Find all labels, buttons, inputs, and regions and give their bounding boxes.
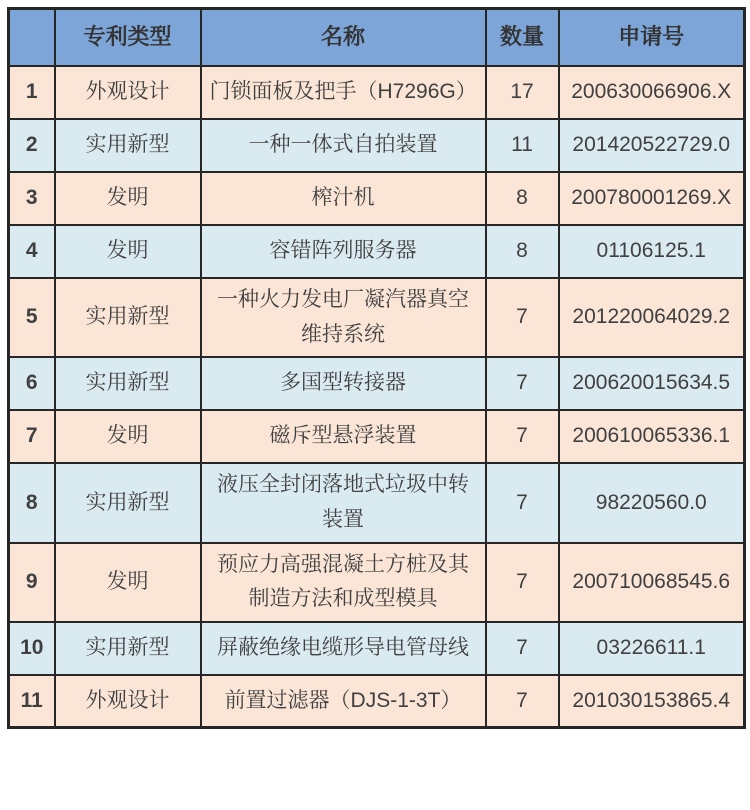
row-number-cell: 2 [9,119,55,172]
application-number-cell: 200630066906.X [559,66,745,119]
quantity-cell: 7 [486,675,559,728]
quantity-cell: 7 [486,622,559,675]
table-row [9,119,745,172]
patent-type-cell: 实用新型 [55,622,201,675]
table-row [9,278,745,357]
patent-type-cell: 外观设计 [55,66,201,119]
row-number-cell: 5 [9,278,55,357]
patent-type-cell: 发明 [55,543,201,622]
quantity-cell: 7 [486,463,559,542]
application-number-cell: 200610065336.1 [559,410,745,463]
quantity-cell: 8 [486,225,559,278]
application-number-cell: 98220560.0 [559,463,745,542]
patent-type-cell: 发明 [55,410,201,463]
row-number-cell: 7 [9,410,55,463]
table-row [9,675,745,728]
application-number-cell: 200620015634.5 [559,357,745,410]
application-number-cell: 201220064029.2 [559,278,745,357]
patent-type-cell: 外观设计 [55,675,201,728]
quantity-cell: 7 [486,357,559,410]
header-name: 名称 [201,9,486,67]
patent-name-cell: 多国型转接器 [201,357,486,410]
table-body [9,66,745,728]
application-number-cell: 200780001269.X [559,172,745,225]
patent-type-cell: 实用新型 [55,463,201,542]
table-row [9,225,745,278]
table-header [9,9,745,67]
patent-name-cell: 液压全封闭落地式垃圾中转装置 [201,463,486,542]
row-number-cell: 3 [9,172,55,225]
patent-name-cell: 前置过滤器（DJS-1-3T） [201,675,486,728]
patent-table [7,7,746,729]
header-application-number: 申请号 [559,9,745,67]
table-row [9,543,745,622]
row-number-cell: 1 [9,66,55,119]
quantity-cell: 8 [486,172,559,225]
patent-name-cell: 容错阵列服务器 [201,225,486,278]
quantity-cell: 17 [486,66,559,119]
patent-name-cell: 预应力高强混凝土方桩及其制造方法和成型模具 [201,543,486,622]
header-patent-type: 专利类型 [55,9,201,67]
quantity-cell: 7 [486,410,559,463]
application-number-cell: 201420522729.0 [559,119,745,172]
patent-name-cell: 一种火力发电厂凝汽器真空维持系统 [201,278,486,357]
table-row [9,66,745,119]
patent-name-cell: 门锁面板及把手（H7296G） [201,66,486,119]
patent-name-cell: 屏蔽绝缘电缆形导电管母线 [201,622,486,675]
row-number-cell: 4 [9,225,55,278]
quantity-cell: 11 [486,119,559,172]
table-row [9,463,745,542]
table-row [9,622,745,675]
patent-name-cell: 磁斥型悬浮装置 [201,410,486,463]
patent-type-cell: 实用新型 [55,357,201,410]
patent-type-cell: 发明 [55,225,201,278]
patent-type-cell: 实用新型 [55,278,201,357]
patent-type-cell: 实用新型 [55,119,201,172]
table-row [9,172,745,225]
row-number-cell: 11 [9,675,55,728]
header-quantity: 数量 [486,9,559,67]
table-row [9,410,745,463]
row-number-cell: 6 [9,357,55,410]
quantity-cell: 7 [486,543,559,622]
row-number-cell: 10 [9,622,55,675]
application-number-cell: 201030153865.4 [559,675,745,728]
quantity-cell: 7 [486,278,559,357]
application-number-cell: 03226611.1 [559,622,745,675]
application-number-cell: 200710068545.6 [559,543,745,622]
row-number-cell: 8 [9,463,55,542]
patent-type-cell: 发明 [55,172,201,225]
patent-name-cell: 榨汁机 [201,172,486,225]
application-number-cell: 01106125.1 [559,225,745,278]
row-number-cell: 9 [9,543,55,622]
table-row [9,357,745,410]
header-index [9,9,55,67]
header-row [9,9,745,67]
patent-name-cell: 一种一体式自拍装置 [201,119,486,172]
